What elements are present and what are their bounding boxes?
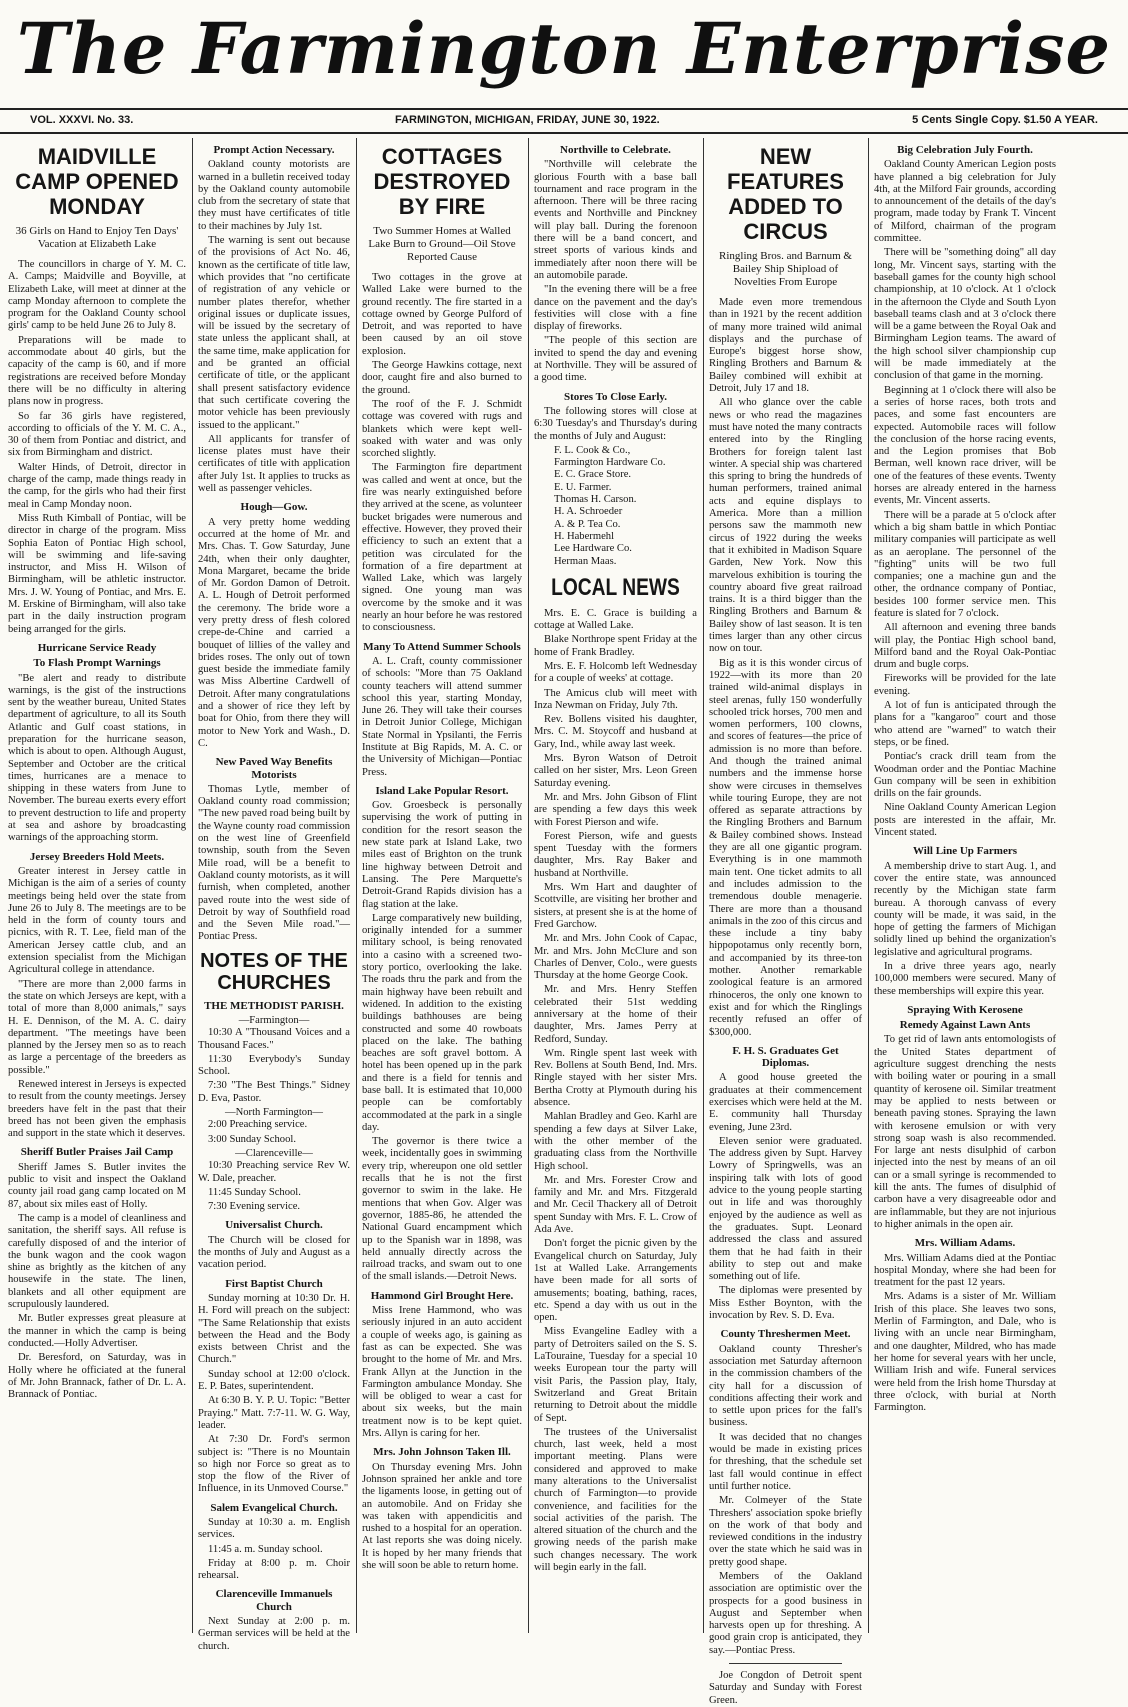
headline-line-up-farmers: Will Line Up Farmers: [913, 845, 1017, 858]
headline-big-celebration: Big Celebration July Fourth.: [897, 144, 1033, 156]
service-line: 10:30 Preaching service Rev W. W. Dale, preacher.: [198, 1160, 350, 1184]
headline-circus: NEW FEATURES ADDED TO CIRCUS: [727, 144, 844, 244]
paragraph: The camp is a model of cleanliness and sanitation, the sheriff says. All refuse is carefully disposed of and the interior of the bunk wagon and the cook wagon shine as brightly as the kitchen of any housewife in the state. The linen, blankets and all other equipment are scrupulously laundered.: [8, 1212, 186, 1311]
column-3: [362, 138, 522, 1633]
headline-churches: NOTES OF THE CHURCHES: [200, 949, 348, 994]
paragraph: Mr. and Mrs. John Cook of Capac, Mr. and Mrs. John McClure and son Charles of Denver, Colo., were guests Thursday at the home George Cook.: [534, 933, 697, 982]
paragraph: The warning is sent out because of the provisions of Act No. 46, known as the certificate of title law, which provides that "no certificate of registration of any vehicle or number plates therefor, whether original issues or duplicate issues, will be issued by the secretary of state unless the applicant shall, at the same time, make application for and be granted an official certificate of title, or the applicant shall present satisfactory evidence that such certificate covering the motor vehicle has been previously issued to the applicant.": [198, 235, 350, 431]
paragraph: "Be alert and ready to distribute warnings, is the gist of the instructions sent by the weather bureau, United States department of agriculture, to all its South Atlantic and Gulf coast stations, in preparation for the hurricane season, which is about to open. Although August, September and October are the critical times, hurricanes are a menace to shipping in these waters from June to November. The bureau exerts every effort to prevent destruction to life and property at sea and ashore by broadcasting warnings of the approaching storm.: [8, 672, 186, 844]
paragraph: The following stores will close at 6:30 Tuesday's and Thursday's during the months of July and August:: [534, 405, 697, 442]
column-rule: [528, 138, 529, 1633]
paragraph: Wm. Ringle spent last week with Rev. Bollens at South Bend, Ind. Mrs. Ringle stayed with her sister Mrs. Bertha Crotty at Plymouth during his absence.: [534, 1047, 697, 1109]
paragraph: Sunday at 10:30 a. m. English services.: [198, 1516, 350, 1541]
paragraph: Rev. Bollens visited his daughter, Mrs. C. M. Stoycoff and husband at Gary, Ind., while away last week.: [534, 714, 697, 750]
column-1: [8, 138, 186, 1633]
paragraph: All who glance over the cable news or who read the magazines must have noted the many contracts entered into by the Ringling Brothers for foreign talent last winter. A special ship was chartered this spring to bring the hundreds of human performers, trained animal acts and equine displays to America. More than a million persons saw the mammoth new circus of 1922 during the weeks that it exhibited in Madison Square Garden, New York. Now this marvelous exhibition is touring the country aboard five great railroad trains. It is a third bigger than the Ringling Brothers and Barnum & Bailey show of last season. It is ten times larger than any other circus now on tour.: [709, 397, 862, 655]
headline-immanuel: Clarenceville Immanuels Church: [215, 1588, 333, 1613]
paragraph: Sunday school at 12:00 o'clock. E. P. Bates, superintendent.: [198, 1368, 350, 1393]
store-name: H. Habermehl: [554, 530, 615, 542]
headline-stores: Stores To Close Early.: [563, 390, 668, 403]
paragraph: Dr. Beresford, on Saturday, was in Holly where he officiated at the funeral of Mr. John Brannack, father of Dr. L. A. Brannack of Pontiac.: [8, 1352, 186, 1401]
paragraph: The diplomas were presented by Miss Esther Boynton, with the invocation by Rev. S. D. Eva.: [709, 1285, 862, 1322]
store-name: Farmington Hardware Co.: [554, 457, 666, 469]
paragraph: Mahlan Bradley and Geo. Karhl are spending a few days at Silver Lake, with the other member of the graduating class from the Northville High school.: [534, 1111, 697, 1172]
column-5: [709, 138, 862, 1706]
column-6: [874, 138, 1056, 1633]
paragraph: Sunday morning at 10:30 Dr. H. H. Ford will preach on the subject: "The Same Relationship that exists between the Head and the Body exists between Christ and the Church.": [198, 1292, 350, 1366]
paragraph: The Farmington fire department was called and went at once, but the fire was nearly extinguished before they arrived at the scene, as volunteer bucket brigades were numerous and effective. However, they proved their efficiency to such an extent that a petition was circulated for the formation of a fire department at Walled Lake, which was largely signed. One young man was overcome by the smoke and it was nearly an hour before he was restored to consciousness.: [362, 462, 522, 634]
paragraph: Beginning at 1 o'clock there will also be a series of horse races, both trots and paces, and some fast encounters are expected. Automobile races will follow the conclusion of the horse racing events, and the Legion promises that Bob Berman, well known race driver, will be one of the features of these events. Twenty horses are already entered in the harness events, Mr. Vincent asserts.: [874, 384, 1056, 507]
paragraph: All afternoon and evening three bands will play, the Pontiac High school band, Milford band and the Royal Oak-Pontiac drum and bugle corps.: [874, 622, 1056, 671]
paragraph: Two cottages in the grove at Walled Lake were burned to the ground recently. The fire started in a cottage owned by George Pulford of Detroit, and was reported to have been caused by an oil stove explosion.: [362, 272, 522, 357]
headline-salem: Salem Evangelical Church.: [210, 1501, 338, 1514]
paragraph: The George Hawkins cottage, next door, caught fire and also burned to the ground.: [362, 360, 522, 396]
divider: [729, 1663, 842, 1664]
headline-threshermen: County Threshermen Meet.: [720, 1328, 851, 1341]
masthead: [0, 0, 1128, 100]
headline-cottages: COTTAGES DESTROYED BY FIRE: [373, 144, 511, 219]
service-line: 10:30 A "Thousand Voices and a Thousand Faces.": [198, 1027, 350, 1051]
paragraph: Greater interest in Jersey cattle in Michigan is the aim of a series of county meetings being held over the state from June 26 to July 8. The meetings are to be held in the form of county tours and picnics, with R. T. Lee, field man of the American Jersey cattle club, and an extension specialist from the Michigan Agricultural college in attendance.: [8, 865, 186, 976]
deck-circus: Ringling Bros. and Barnum & Bailey Ship Shipload of Novelties From Europe: [719, 250, 852, 288]
store-name: Herman Maas.: [554, 555, 617, 567]
paragraph: Next Sunday at 2:00 p. m. German services will be held at the church.: [198, 1616, 350, 1652]
store-name: H. A. Schroeder: [554, 506, 623, 518]
deck-cottages: Two Summer Homes at Walled Lake Burn to Ground—Oil Stove Reported Cause: [368, 225, 516, 263]
paragraph: Blake Northrope spent Friday at the home of Frank Bradley.: [534, 634, 697, 658]
newspaper-title: The Farmington Enterprise: [16, 7, 1112, 90]
paragraph: Mrs. Wm Hart and daughter of Scottville, are visiting her brother and sisters, at present she is at the home of Fred Garchow.: [534, 882, 697, 930]
paragraph: The governor is there twice a week, incidentally goes in swimming every trip, whereupon one old settler recalls that he is not the first governor to swim in the lake. He mentions that when Gov. Alger was governor, 1885-86, he attended the National Guard encampment which up to the Spanish war in 1898, was held annually directly across the railroad tracks, and swam out to one of the small islands.—Detroit News.: [362, 1136, 522, 1283]
paragraph: Miss Irene Hammond, who was seriously injured in an auto accident a couple of weeks ago, is gaining as fast as can be expected. She was brought to the home of Mr. and Mrs. Frank Allyn at the Junction in the Farmington ambulance Monday. She will be obliged to wear a cast for about six weeks, but the main treatment now is to be kept quiet. Mrs. Allyn is caring for her.: [362, 1305, 522, 1440]
paragraph: Mr. and Mrs. Forester Crow and family and Mr. and Mrs. Fitzgerald and Mr. Cecil Thackery all of Detroit spent Sunday with Mrs. F. L. Crow of Ada Ave.: [534, 1174, 697, 1236]
store-name: E. U. Farmer.: [554, 481, 612, 493]
paragraph: At 6:30 B. Y. P. U. Topic: "Better Praying." Matt. 7:7-11. W. G. Way, leader.: [198, 1395, 350, 1431]
paragraph: "In the evening there will be a free dance on the pavement and the day's festivities will close with a fine display of fireworks.: [534, 284, 697, 333]
paragraph: The roof of the F. J. Schmidt cottage was covered with rugs and blankets which were kept well-soaked with water and was only scorched slightly.: [362, 398, 522, 460]
paragraph: Preparations will be made to accommodate about 40 girls, but the capacity of the camp is 60, and if more registrations are received before Monday there will be no difficulty in altering plans now in progress.: [8, 334, 186, 408]
paragraph: Mr. Butler expresses great pleasure at the manner in which the camp is being conducted.—Holly Advertiser.: [8, 1313, 186, 1349]
paragraph: A membership drive to start Aug. 1, and cover the entire state, was announced recently by the Michigan state farm bureau. A thorough canvass of every county will be made, it was said, in the hope of getting the farmers of Michigan solidly lined up behind the organization's legislative and agricultural programs.: [874, 860, 1056, 958]
store-list: [554, 445, 697, 568]
headline-northville: Northville to Celebrate.: [560, 144, 671, 156]
paragraph: 11:45 a. m. Sunday school.: [208, 1543, 323, 1555]
paragraph: Oakland county Thresher's association met Saturday afternoon in the commission chambers of the city hall for a discussion of conditions affecting their work and to settle upon prices for the fall's business.: [709, 1343, 862, 1429]
paragraph: Eleven senior were graduated. The address given by Supt. Harvey Lowry of Springwells, was an inspiring talk with lots of good advice to the young people starting out in life and was thoroughly enjoyed by the audience as well as the graduates. Supt. Leonard addressed the class and assured them that he had faith in their ability to step out and make something out of life.: [709, 1135, 862, 1283]
paragraph: Mr. and Mrs. John Gibson of Flint are spending a few days this week with Forest Pierson and wife.: [534, 791, 697, 828]
paragraph: Forest Pierson, wife and guests spent Tuesday with the formers daughter, Mrs. Ray Baker and husband at Northville.: [534, 830, 697, 879]
paragraph: There will be "something doing" all day long, Mr. Vincent says, starting with the baseball games for the county high school championship, at 10 o'clock. At 1 o'clock in the afternoon the Clyde and South Lyon baseball teams clash and at 3 o'clock there will be a game between the Royal Oak and Birmingham Legion teams. The award of the high school silver championship cup will be made immediately at the conclusion of that game in the morning.: [874, 247, 1056, 382]
volume-number: VOL. XXXVI. No. 33.: [30, 114, 134, 126]
paragraph: Members of the Oakland association are optimistic over the prospects for a good business in August and September when harvests open up for threshing. A good grain crop is anticipated, they say.—Pontiac Press.: [709, 1570, 862, 1656]
store-name: Lee Hardware Co.: [554, 543, 632, 555]
service-line: 7:30 Evening service.: [208, 1201, 301, 1213]
paragraph: Oakland county motorists are warned in a bulletin received today by the Oakland county automobile club from the secretary of state that they must have certificates of title to their machines by July 1st.: [198, 159, 350, 232]
paragraph: Large comparatively new building, originally intended for a summer military school, is being renovated into a casino with a screened two-story portico, overlooking the lake. The roads thru the park and from the main highway have been rebuilt and widened. In addition to the existing buildings bathhouses are being constructed and some 40 rowboats placed on the lake. The bathing beaches are soft gravel bottom. A hotel has been opened up in the park and there is a field for tennis and base ball. It is estimated that 10,000 people can be comfortably accommodated at the park in a single day.: [362, 912, 522, 1133]
paragraph: It was decided that no changes would be made in existing prices for threshing, that the schedule set last fall would continue in effect until further notice.: [709, 1431, 862, 1492]
column-rule: [356, 138, 357, 1633]
column-2: [198, 138, 351, 1652]
paragraph: Mrs. William Adams died at the Pontiac hospital Monday, where she had been for treatment for the past 12 years.: [874, 1252, 1056, 1289]
paragraph: Friday at 8:00 p. m. Choir rehearsal.: [198, 1557, 350, 1582]
paragraph: Mr. and Mrs. Henry Steffen celebrated their 51st wedding anniversary at the home of their daughter, Mrs. James Perry at Redford, Sunday.: [534, 984, 697, 1045]
headline-baptist: First Baptist Church: [225, 1277, 323, 1290]
headline-jersey: Jersey Breeders Hold Meets.: [29, 850, 165, 863]
place-date: FARMINGTON, MICHIGAN, FRIDAY, JUNE 30, 1922.: [395, 114, 660, 126]
paragraph: Joe Congdon of Detroit spent Saturday and Sunday with Forest Green.: [709, 1670, 862, 1706]
price: 5 Cents Single Copy. $1.50 A YEAR.: [912, 114, 1098, 126]
column-rule: [192, 138, 193, 1633]
paragraph: Miss Ruth Kimball of Pontiac, will be director in charge of the program. Miss Sophia Eaton of Pontiac High school, will be swimming and life-saving instructor, and Miss H. Wilson of Birmingham, will be athletic instructor. Mrs. J. W. Young of Pontiac, and Mrs. E. M. Erskine of Birmingham, will also take part in the daily instruction program being arranged for the girls.: [8, 512, 186, 635]
dateline-bar: [0, 108, 1128, 134]
paragraph: In a drive three years ago, nearly 100,000 members were secured. Many of these memberships will expire this year.: [874, 961, 1056, 997]
headline-methodist: THE METHODIST PARISH.: [204, 999, 344, 1012]
headline-hammond: Hammond Girl Brought Here.: [370, 1289, 514, 1302]
paragraph: To get rid of lawn ants entomologists of the United States department of agriculture suggest drenching the nests with boiling water or pouring in a small quantity of kerosene oil. Similar treatment may be applied to nests between or beneath paving stones. Spraying the lawn with kerosene emulsion or with very strong soap wash is also recommended. For large ant nests disulphid of carbon injected into the nest by means of an oil can or a small syringe is recommended to kill the ants. The fumes of disulphid of carbon have a very disagreeable odor and are inflammable, but they are not injurious to higher animals in the open air.: [874, 1034, 1056, 1230]
paragraph: Fireworks will be provided for the late evening.: [874, 673, 1056, 697]
paragraph: A very pretty home wedding occurred at the home of Mr. and Mrs. Chas. T. Gow Saturday, June 24th, when their only daughter, Mona Margaret, became the bride of Mr. Gordon Damon of Detroit. A. L. Hough of Detroit performed the ceremony. The bride wore a very pretty dress of flesh colored crepe-de-Chine and carried a bouquet of lillies of the valley and brides roses. The only out of town guest beside the immediate family was Miss Albertine Cardwell of Detroit. After many congratulations and a shower of rice they left by boat for Ohio, from there they will motor to New York and Wash., D. C.: [198, 516, 350, 749]
subhead-clarenceville: —Clarenceville—: [235, 1147, 313, 1159]
headline-paved-way: New Paved Way Benefits Motorists: [215, 756, 333, 781]
paragraph: Nine Oakland County American Legion posts are interested in the affair, Mr. Vincent stated.: [874, 802, 1056, 839]
paragraph: A. L. Craft, county commissioner of schools: "More than 75 Oakland county teachers will attend summer school this year, starting Monday, June 26. They will take their courses in Detroit Junior College, Michigan State Normal in Ypsilanti, the Ferris Institute at Big Rapids, M. A. C. or the University of Michigan—Pontiac Press.: [362, 655, 522, 778]
subhead-lawn-ants: Remedy Against Lawn Ants: [899, 1019, 1031, 1032]
paragraph: So far 36 girls have registered, according to officials of the Y. M. C. A., 30 of them from Pontiac and district, and six from Birmingham and district.: [8, 410, 186, 459]
service-line: 3:00 Sunday School.: [208, 1133, 296, 1145]
headline-universalist: Universalist Church.: [225, 1219, 323, 1232]
paragraph: Don't forget the picnic given by the Evangelical church on Saturday, July 1st at Walled Lake. Arrangements have been made for all sorts of amusements; boating, bathing, races, etc. Spend a day with us out in the open.: [534, 1238, 697, 1324]
service-line: 7:30 "The Best Things." Sidney D. Eva, Pastor.: [198, 1080, 350, 1104]
paragraph: Big as it is this wonder circus of 1922—with its more than 20 trained wild-animal displays in steel arenas, fully 150 wonderfully schooled trick horses, 700 men and women performers, 100 clowns, and scores of features—the price of admission is no more than before. And though the trained animal numbers and the immense horse show were circuses in themselves while touring Europe, they are not offered as separate attractions by the Ringling Brothers and Barnum & Bailey combined shows. Instead they are all one gigantic program. Everything is in one mammoth main tent. One ticket admits to all and includes admission to the tremendous double menagerie. There are more than a thousand animals in the zoo of this circus and these include a tiny baby hippopotamus only recently born, and accompanied by its three-ton mother. Another remarkable zoological feature is an armored rhinoceros, the only one known to exist and for which the Ringlings recently refused an offer of $300,000.: [709, 657, 862, 1038]
paragraph: At 7:30 Dr. Ford's sermon subject is: "There is no Mountain so high nor Force so great as to stop the flow of the River of Influence, in its Unmoved Course.": [198, 1434, 350, 1495]
paragraph: Sheriff James S. Butler invites the public to visit and inspect the Oakland county jail road gang camp located on M 87, about six miles east of Holly.: [8, 1161, 186, 1210]
paragraph: Pontiac's crack drill team from the Woodman order and the Pontiac Machine Gun company will be seen in exhibition drills on the fair grounds.: [874, 751, 1056, 800]
column-4: [534, 138, 697, 1633]
store-name: E. C. Grace Store.: [554, 469, 632, 481]
column-rule: [703, 138, 704, 1633]
paragraph: "There are more than 2,000 farms in the state on which Jerseys are kept, with a total of more than 8,000 animals," says H. E. Dennison, of the M. A. C. dairy department. "The meetings have been planned by the Jersey men so as to reach as large a percentage of the breeders as possible.": [8, 978, 186, 1076]
subhead-farmington: —Farmington—: [238, 1015, 310, 1026]
paragraph: The Amicus club will meet with Inza Newman on Friday, July 7th.: [534, 687, 697, 711]
paragraph: Thomas Lytle, member of Oakland county road commission; "The new paved road being built by the Wayne county road commission on the west line of Greenfield township, south from the Seven Mile road, will be a benefit to Oakland county motorists, as it will furnish, when completed, another paved route into the west side of Detroit by way of Southfield road and the Seven Mile road."—Pontiac Press.: [198, 783, 351, 943]
headline-hough-gow: Hough—Gow.: [240, 501, 308, 514]
headline-island-lake: Island Lake Popular Resort.: [375, 784, 509, 797]
paragraph: There will be a parade at 5 o'clock after which a big sham battle in which Pontiac military companies will participate as well as an aeroplane. The personnel of the "fighting" units will be two full companies; one a machine gun and the other, the ordnance company of Pontiac, besides 100 former service men. This feature is slated for 7 o'clock.: [874, 509, 1056, 619]
headline-spraying: Spraying With Kerosene: [907, 1003, 1023, 1016]
headline-prompt-action: Prompt Action Necessary.: [213, 144, 335, 156]
headline-fhs-graduates: F. H. S. Graduates Get Diplomas.: [732, 1044, 839, 1070]
deck-maidville: 36 Girls on Hand to Enjoy Ten Days' Vacation at Elizabeth Lake: [15, 225, 179, 250]
paragraph: Oakland County American Legion posts have planned a big celebration for July 4th, at the Milford Fair grounds, according to announcement of the details of the day's program, made today by Frank T. Vincent of Milford, chairman of the program committee.: [874, 159, 1056, 245]
headline-sheriff: Sheriff Butler Praises Jail Camp: [20, 1146, 174, 1159]
paragraph: Mrs. Byron Watson of Detroit called on her sister, Mrs. Leon Green Saturday evening.: [534, 753, 697, 789]
paragraph: A lot of fun is anticipated through the plans for a "kangaroo" court and those who attend are "warned" to watch their steps, or be fined.: [874, 700, 1056, 748]
paragraph: A good house greeted the graduates at their commencement exercises which were held at the M. E. community hall Thursday evening, June 23rd.: [709, 1072, 862, 1133]
headline-maidville: MAIDVILLE CAMP OPENED MONDAY: [15, 144, 179, 219]
service-line: 11:45 Sunday School.: [208, 1186, 301, 1198]
store-name: Thomas H. Carson.: [554, 494, 637, 506]
headline-local-news: LOCAL NEWS: [551, 573, 680, 601]
paragraph: Gov. Groesbeck is personally supervising the work of putting in condition for the resort season the new state park at Island Lake, two miles east of Brighton on the trunk line highway between Detroit and Lansing. The Pere Marquette's Detroit-Grand Rapids division has a flag station at the lake.: [362, 800, 522, 910]
paragraph: Made even more tremendous than in 1921 by the recent addition of many more trained wild animal displays and the purchase of Europe's biggest horse show, Ringling Brothers and Barnum & Bailey combined will exhibit at Detroit, July 17 and 18.: [709, 297, 862, 395]
headline-johnson: Mrs. John Johnson Taken Ill.: [373, 1446, 511, 1459]
paragraph: Renewed interest in Jerseys is expected to result from the county meetings. Jersey breeders have felt in the past that their breed has not been given the emphasis and support in the state which it deserves.: [8, 1079, 186, 1140]
column-rule: [868, 138, 869, 1633]
paragraph: All applicants for transfer of license plates must have their certificates of title with application after July 1st. It applies to trucks as well as passenger vehicles.: [198, 433, 350, 495]
headline-adams: Mrs. William Adams.: [914, 1237, 1016, 1250]
paragraph: On Thursday evening Mrs. John Johnson sprained her ankle and tore the ligaments loose, in getting out of an automobile. And on Friday she was taken with appendicitis and rushed to a hospital for an operation. At last reports she was doing nicely. It is hoped by her many friends that she will soon be able to return home.: [362, 1461, 522, 1571]
paragraph: The councillors in charge of Y. M. C. A. Camps; Maidville and Boyville, at Elizabeth Lake, will meet at dinner at the camp Monday afternoon to complete the program for the Oakland County school girls' camp to be held June 26 to July 8.: [8, 259, 186, 332]
paragraph: Mrs. E. F. Holcomb left Wednesday for a couple of weeks' at cottage.: [534, 660, 697, 685]
paragraph: Mrs. E. C. Grace is building a cottage at Walled Lake.: [534, 607, 697, 632]
paragraph: The trustees of the Universalist church, last week, held a most important meeting. Plans were considered and approved to make many alterations to the Universalist church of Farmington—to provide convenience, and facilities for the social activities of the parish. The altered situation of the church and the growing needs of the parish make such changes necessary. The work will begin early in the fall.: [534, 1426, 697, 1574]
subhead-hurricane: To Flash Prompt Warnings: [33, 657, 161, 670]
paragraph: Walter Hinds, of Detroit, director in charge of the camp, made things ready in the camp, for the girls who had their first meal in Camp Monday noon.: [8, 461, 186, 510]
service-line: 2:00 Preaching service.: [208, 1119, 308, 1131]
paragraph: The Church will be closed for the months of July and August as a vacation period.: [198, 1234, 350, 1271]
service-line: 11:30 Everybody's Sunday School.: [198, 1053, 350, 1078]
paragraph: "Northville will celebrate the glorious Fourth with a base ball tournament and race program in the afternoon. There will be three racing events and Northville and Pinckney will play ball. During the forenoon there will be a band concert, and street sports of various kinds and immediately after noon there will be an automobile parade.: [534, 159, 697, 281]
headline-hurricane: Hurricane Service Ready: [37, 641, 157, 654]
paragraph: Miss Evangeline Eadley with a party of Detroiters sailed on the S. S. LaTouraine, Tuesday for a special 10 weeks European tour the party will visit Paris, the Passion play, Italy, Switzerland and Great Britain returning to Detroit about the middle of Sept.: [534, 1326, 697, 1424]
headline-summer-schools: Many To Attend Summer Schools: [363, 640, 521, 653]
paragraph: Mr. Colmeyer of the State Threshers' association spoke briefly on the work of that body and reviewed conditions in the industry over the state which he said was in pretty good shape.: [709, 1495, 862, 1568]
paragraph: "The people of this section are invited to spend the day and evening at Northville. They will be assured of a good time.: [534, 335, 697, 384]
paragraph: Mrs. Adams is a sister of Mr. William Irish of this place. She leaves two sons, Merlin of Farmington, and Dale, who is living with an uncle near Birmingham, and one daughter, Mildred, who has made her home for several years with her uncle, William Irish and wife. Funeral services were held from the Irish home Thursday at three o'clock, with burial at North Farmington.: [874, 1291, 1056, 1414]
subhead-north-farmington: —North Farmington—: [225, 1107, 323, 1119]
store-name: A. & P. Tea Co.: [554, 518, 621, 530]
store-name: F. L. Cook & Co.,: [554, 444, 631, 456]
